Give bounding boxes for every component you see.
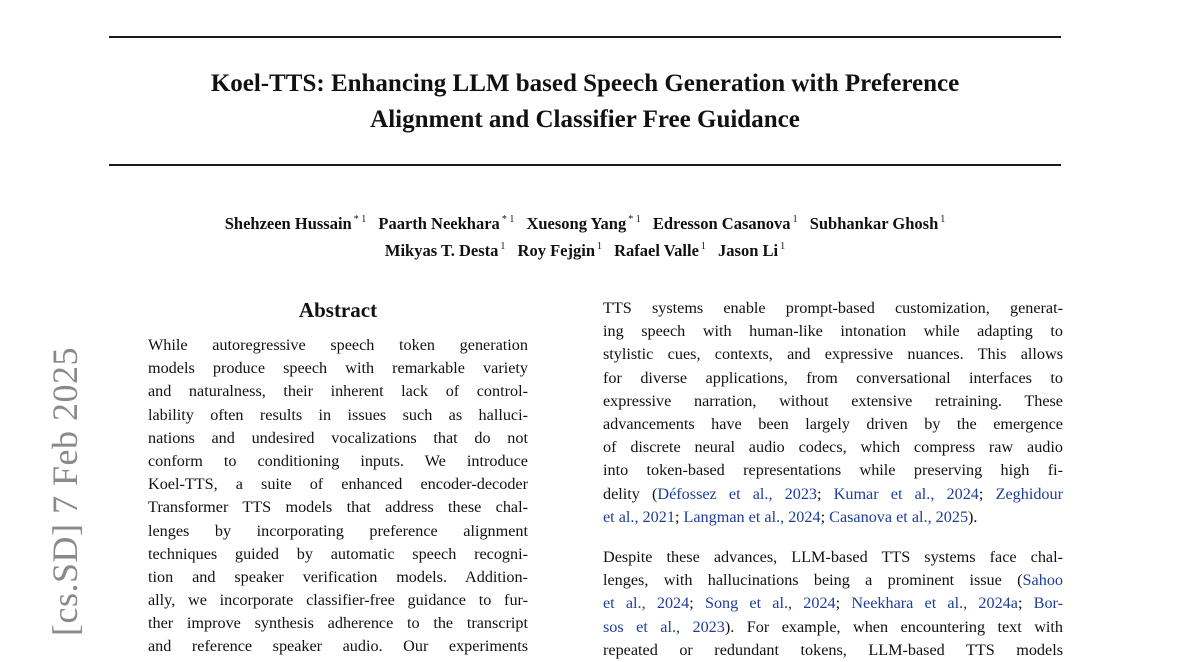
author: Jason Li $^1$ xyxy=(718,241,786,260)
intro-paragraph-1 xyxy=(603,297,1063,529)
intro-line: TTS systems enable prompt-based customization, generat- xyxy=(603,299,1063,317)
author: Xuesong Yang $^{* 1}$ xyxy=(526,214,641,233)
abstract-line: lenges by incorporating preference alignment xyxy=(148,521,528,540)
abstract-line: techniques guided by automatic speech recogni- xyxy=(148,544,528,563)
citation-link[interactable]: sos et al., 2023 xyxy=(603,617,725,636)
citation-link[interactable]: Casanova et al., 2025 xyxy=(829,507,969,526)
citation-link[interactable]: Sahoo xyxy=(1022,571,1063,590)
abstract-body xyxy=(148,334,528,659)
abstract-line: and naturalness, their inherent lack of control- xyxy=(148,382,528,401)
citation-link[interactable]: Neekhara et al., 2024a xyxy=(851,594,1018,613)
abstract-line: models produce speech with remarkable variety xyxy=(148,359,528,378)
intro-line: for diverse applications, from conversational interfaces to xyxy=(603,368,1063,387)
arxiv-stamp: [cs.SD] 7 Feb 2025 xyxy=(45,347,85,636)
abstract-line: nations and undesired vocalizations that do not xyxy=(148,428,528,447)
intro-line: Despite these advances, LLM-based TTS systems face chal- xyxy=(603,548,1063,566)
intro-line: repeated or redundant tokens, LLM-based TTS models xyxy=(603,640,1063,659)
author: Subhankar Ghosh $^1$ xyxy=(809,214,946,233)
intro-line: into token-based representations while preserving high fi- xyxy=(603,461,1063,480)
author: Rafael Valle $^1$ xyxy=(614,241,706,260)
citation-link[interactable]: Défossez et al., 2023 xyxy=(657,484,818,503)
abstract-line: ally, we incorporate classifier-free guidance to fur- xyxy=(148,591,528,610)
abstract-line: tion and speaker verification models. Addition- xyxy=(148,567,528,586)
intro-line: stylistic cues, contexts, and expressive nuances. This allows xyxy=(603,345,1063,364)
citation-link[interactable]: Song et al., 2024 xyxy=(704,594,836,613)
citation-link[interactable]: et al., 2021 xyxy=(603,507,675,526)
author-list xyxy=(120,208,1050,262)
citation-link[interactable]: Bor- xyxy=(1033,594,1064,613)
intro-line: ing speech with human-like intonation while adapting to xyxy=(603,322,1063,341)
bottom-rule xyxy=(109,164,1061,166)
author: Mikyas T. Desta $^1$ xyxy=(384,241,506,260)
author-line-2 xyxy=(120,235,1050,262)
author: Edresson Casanova $^1$ xyxy=(652,214,798,233)
intro-line: advancements have been largely driven by the emergence xyxy=(603,414,1063,433)
intro-line: lenges, with hallucinations being a prominent issue (Sahoo xyxy=(603,571,1063,590)
intro-line: delity (Défossez et al., 2023; Kumar et al., 2024; Zeghidour xyxy=(603,484,1063,503)
author: Paarth Neekhara $^{* 1}$ xyxy=(378,214,515,233)
top-rule xyxy=(109,36,1061,38)
title-line-2: Alignment and Classifier Free Guidance xyxy=(370,106,800,133)
citation-link[interactable]: Kumar et al., 2024 xyxy=(833,484,979,503)
intro-line: et al., 2021; Langman et al., 2024; Casanova et al., 2025). xyxy=(603,507,978,526)
abstract-line: and reference speaker audio. Our experiments xyxy=(148,637,528,656)
author: Roy Fejgin $^1$ xyxy=(517,241,602,260)
abstract-line: ther improve synthesis adherence to the transcript xyxy=(148,614,528,633)
author-line-1 xyxy=(120,208,1050,235)
citation-link[interactable]: et al., 2024 xyxy=(603,594,690,613)
intro-paragraph-2 xyxy=(603,546,1063,662)
author: Shehzeen Hussain $^{* 1}$ xyxy=(224,214,367,233)
abstract-line: lability often results in issues such as halluci- xyxy=(148,405,528,424)
abstract-line: Transformer TTS models that address these chal- xyxy=(148,498,528,517)
title-line-1: Koel-TTS: Enhancing LLM based Speech Generation with Preference xyxy=(210,70,960,97)
intro-line: expressive narration, without extensive retraining. These xyxy=(603,391,1063,410)
paper-title xyxy=(109,66,1061,138)
intro-line: sos et al., 2023). For example, when encountering text with xyxy=(603,617,1063,636)
abstract-line: While autoregressive speech token generation xyxy=(148,336,528,354)
abstract-line: Koel-TTS, a suite of enhanced encoder-decoder xyxy=(148,475,528,494)
citation-link[interactable]: Langman et al., 2024 xyxy=(683,507,821,526)
abstract-heading: Abstract xyxy=(298,298,378,322)
intro-line: of discrete neural audio codecs, which compress raw audio xyxy=(603,438,1063,457)
intro-line: et al., 2024; Song et al., 2024; Neekhara et al., 2024a; Bor- xyxy=(603,594,1064,613)
citation-link[interactable]: Zeghidour xyxy=(995,484,1063,503)
abstract-line: conform to conditioning inputs. We introduce xyxy=(148,451,528,470)
